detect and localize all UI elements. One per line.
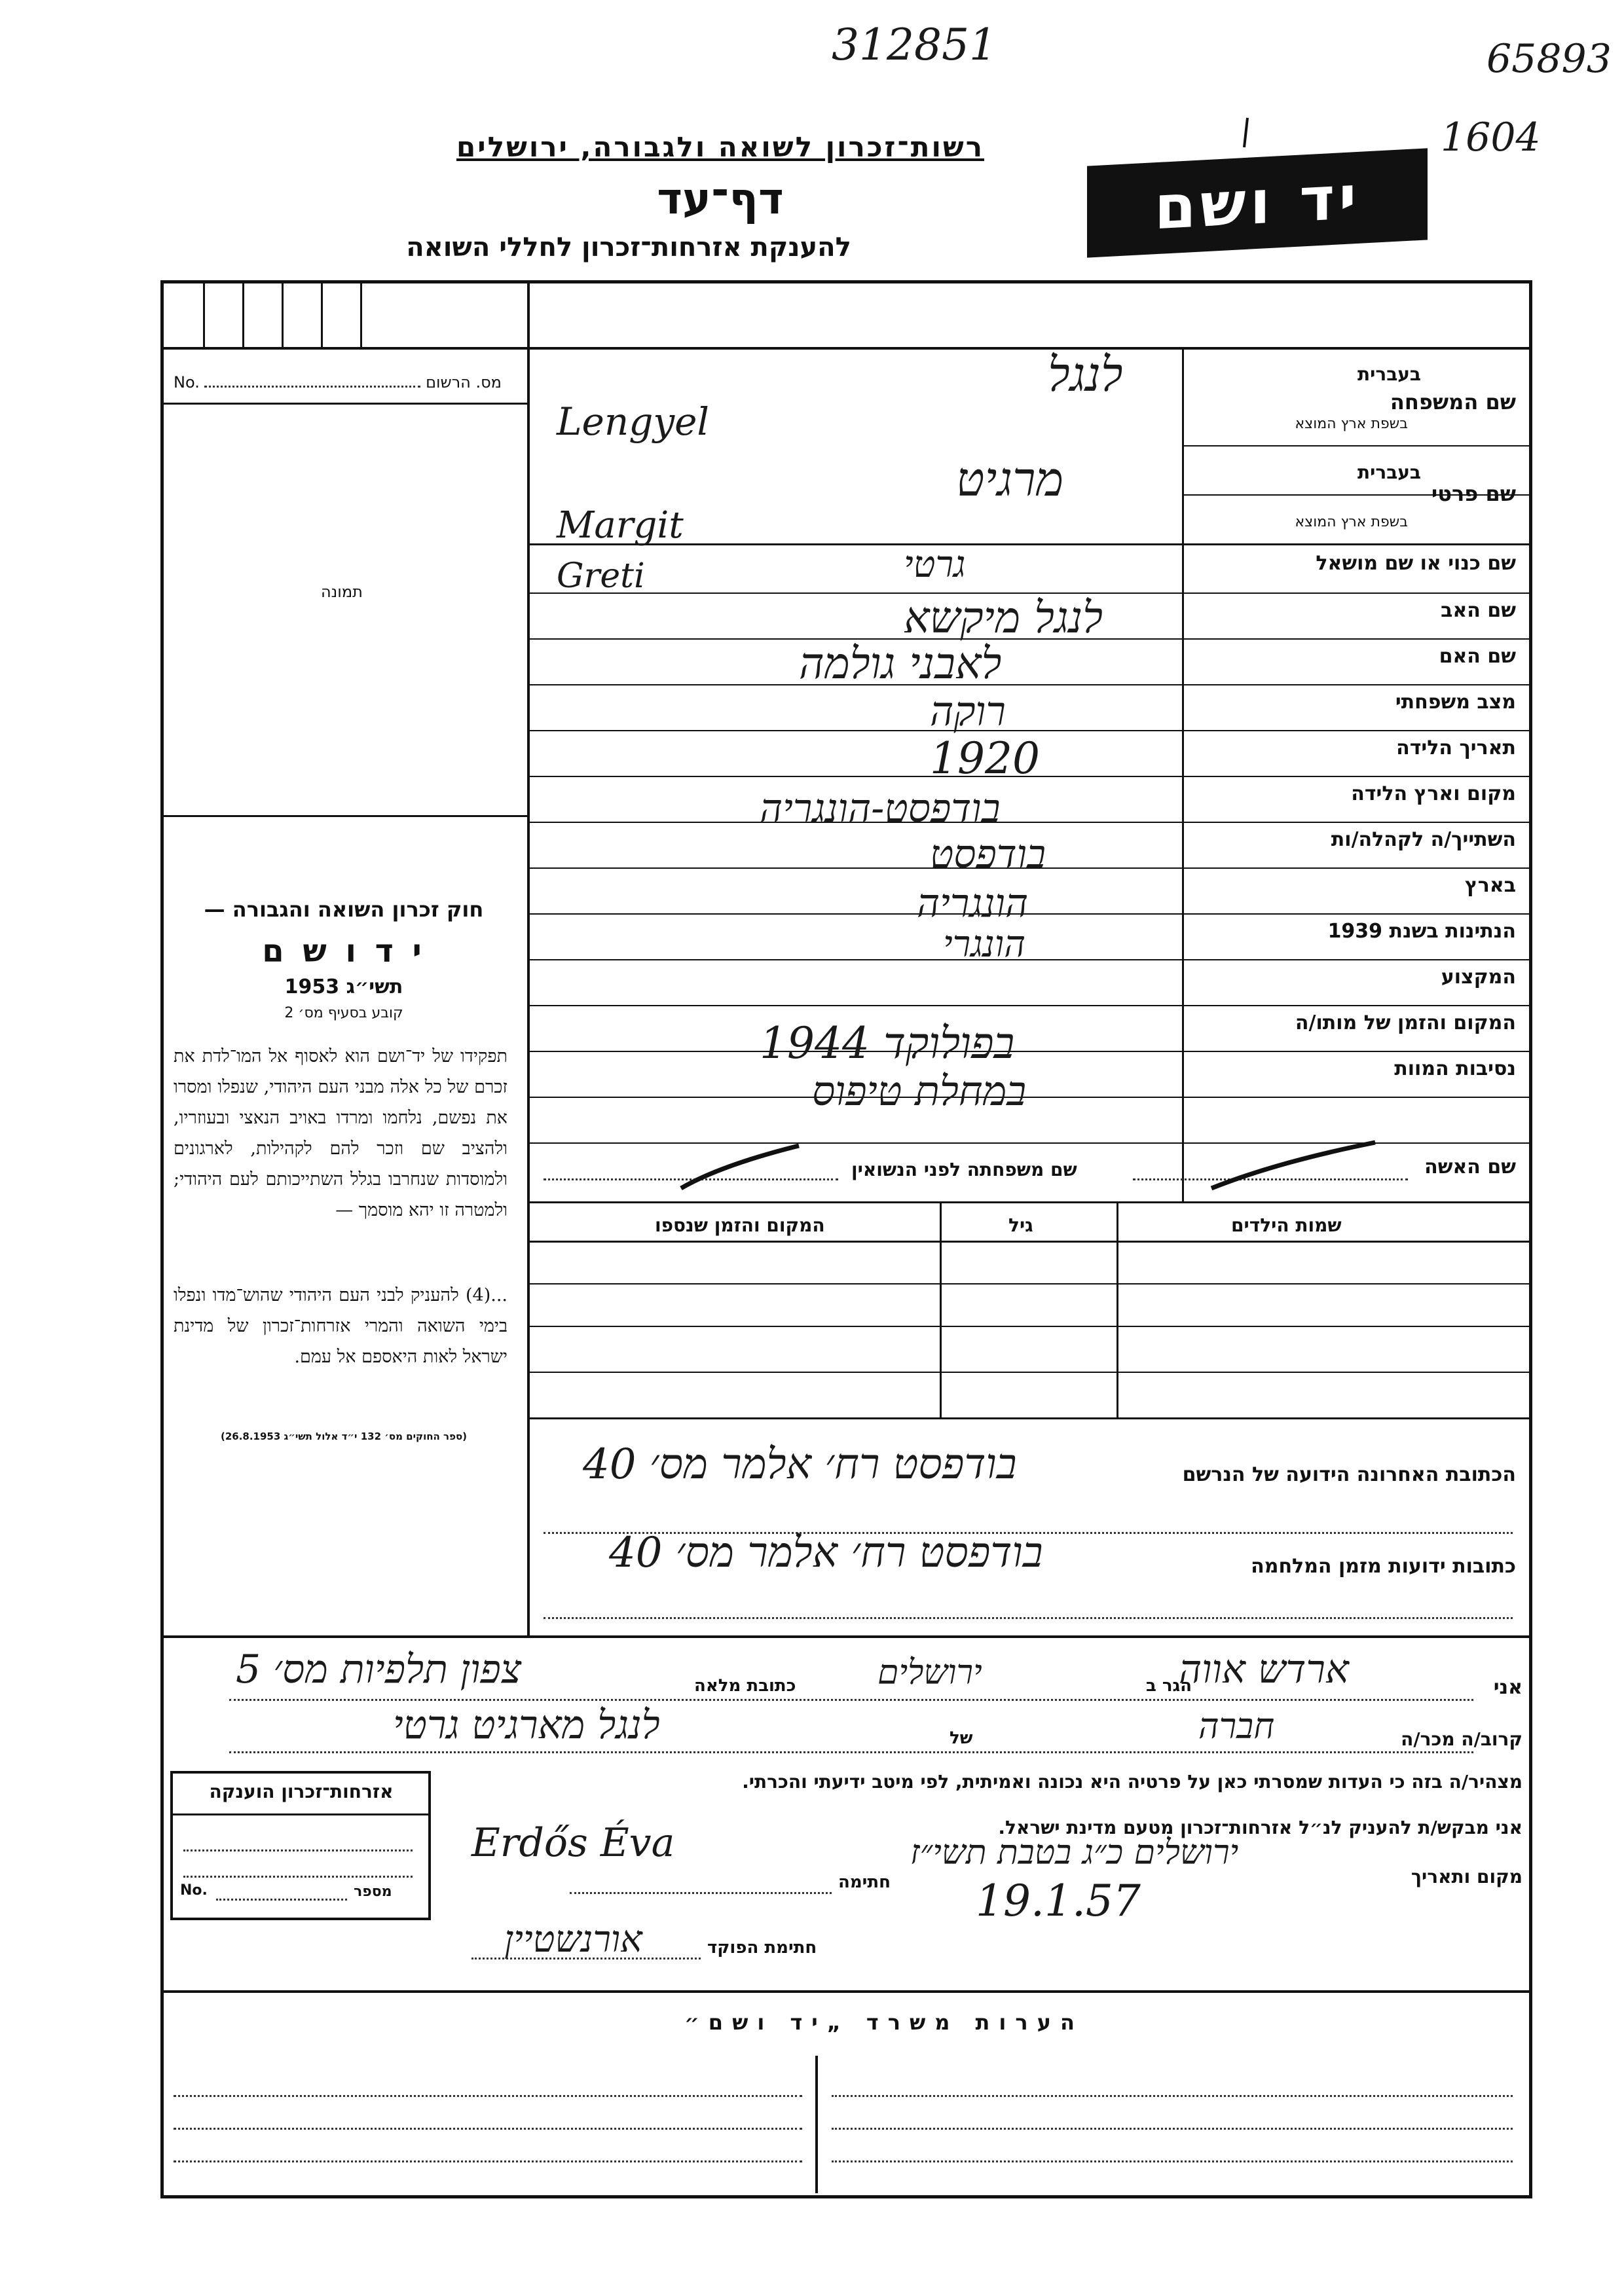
death-value: בפולוקד 1944	[760, 1018, 1015, 1068]
community-value: בודפסט	[930, 831, 1046, 877]
surname-hebrew-value: לנגל	[1048, 347, 1123, 402]
stamp-number: 65893	[1486, 36, 1612, 82]
surname-label: שם המשפחה	[1390, 390, 1516, 414]
nickname-value: גרטי	[904, 543, 966, 586]
last-address-value: בודפסט רח׳ אלמר מס׳ 40	[583, 1440, 1017, 1489]
firstname-hebrew-label: בעברית	[1357, 462, 1421, 483]
full-address-value: צפון תלפיות מס׳ 5	[236, 1647, 522, 1692]
cause-value: במחלת טיפוס	[812, 1067, 1027, 1115]
citizenship-label: הנתינות בשנת 1939	[1327, 920, 1516, 943]
war-address-label: כתובות ידועות מזמן המלחמה	[1251, 1555, 1516, 1578]
surname-origin-label: בשפת ארץ המוצא	[1295, 416, 1408, 432]
certificate-title: אזרחות־זכרון הוענקה	[209, 1781, 394, 1802]
firstname-origin-label: בשפת ארץ המוצא	[1295, 514, 1408, 530]
registration-label-en: No.	[174, 373, 200, 392]
form-title: דף־עד	[657, 173, 784, 224]
officer-signature-label: חתימת הפוקד	[707, 1938, 817, 1958]
declarant-lives-label: הגר ב	[1146, 1676, 1192, 1696]
birthdate-label: תאריך הלידה	[1396, 737, 1516, 759]
nickname-label: שם כנוי או שם מושאל	[1316, 552, 1516, 575]
country-value: הונגריה	[917, 881, 1029, 926]
firstname-hebrew-value: מרגיט	[956, 452, 1064, 507]
declarant-i-label: אני	[1493, 1676, 1522, 1699]
place-date-label: מקום ותאריך	[1411, 1866, 1522, 1887]
law-name: י ד ו ש ם	[262, 933, 426, 970]
children-col-age: גיל	[1008, 1214, 1033, 1236]
birthplace-value: בודפסט-הונגריה	[760, 786, 1001, 831]
firstname-origin-value: Margit	[557, 504, 684, 547]
office-remarks-title: הערות משרד „יד ושם״	[684, 2010, 1084, 2035]
declare-text: מצהיר/ה בזה כי העדות שמסרתי כאן על פרטיה היא נכונה ואמיתית, לפי מיטב ידיעתי והכרתי.	[742, 1771, 1522, 1793]
full-address-label: כתובת מלאה	[694, 1676, 796, 1696]
mother-label: שם האם	[1439, 645, 1516, 668]
request-text: אני מבקש/ת להעניק לנ״ל אזרחות־זכרון מטעם מדינת ישראל.	[998, 1817, 1522, 1838]
form-subtitle: להענקת אזרחות־זכרון לחללי השואה	[406, 232, 851, 263]
spouse-label: שם האשה	[1424, 1156, 1516, 1178]
law-paragraph-1: תפקידו של יד־ושם הוא לאסוף אל המו־לדת את זכרם של כל אלה מבני העם היהודי, שנפלו ומסרו את נפשם, נלחמו ומרדו באויב הנאצי ובעוזריו, ולהציב שם וזכר להם לקהילות, לארגונים ולמוסדות שנחרבו בגלל השתייכותם לעם היהודי; ולמטרה זו יהא מוסמך —	[174, 1046, 507, 1220]
relation-label: קרוב/ה מכר/ה	[1401, 1728, 1522, 1750]
institution-title: רשות־זכרון לשואה ולגבורה, ירושלים	[456, 131, 985, 163]
surname-hebrew-label: בעברית	[1357, 363, 1421, 385]
father-value: לנגל מיקשא	[904, 592, 1103, 643]
marital-value: רוקה	[930, 687, 1006, 735]
law-paragraph-2: ...(4) להעניק לבני העם היהודי שהוש־מדו ונפלו בימי השואה והמרי אזרחות־זכרון של מדינת ישראל לאות היאספם אל עמם.	[174, 1285, 507, 1367]
citizenship-value: הונגרי	[943, 923, 1026, 966]
relation-value: חברה	[1198, 1705, 1275, 1747]
mother-value: לאבני גולמה	[799, 638, 1002, 689]
law-clause: קובע בסעיף מס׳ 2	[284, 1005, 403, 1021]
declarant-name: ארדש אווה	[1179, 1647, 1349, 1692]
date-numeric-value: 19.1.57	[976, 1876, 1141, 1926]
declarant-city: ירושלים	[877, 1653, 982, 1692]
law-citation: (ספר החוקים מס׳ 132 י״ד אלול תשי״ג 26.8.1953)	[220, 1430, 468, 1442]
profession-label: המקצוע	[1441, 966, 1516, 989]
certificate-number-en: No.	[180, 1882, 208, 1899]
birthdate-value: 1920	[930, 733, 1040, 784]
war-address-value: בודפסט רח׳ אלמר מס׳ 40	[609, 1529, 1043, 1577]
registration-label-he: מס. הרשום	[426, 373, 502, 392]
record-number: 312851	[832, 20, 997, 70]
stamp-number-2: 1604	[1441, 115, 1541, 160]
declarant-signature: Erdős Éva	[471, 1820, 675, 1866]
father-label: שם האב	[1441, 599, 1516, 622]
signature-label: חתימה	[838, 1872, 891, 1892]
photo-label: תמונה	[321, 583, 363, 601]
firstname-label: שם פרטי	[1431, 481, 1516, 506]
officer-signature: אורנשטיין	[504, 1918, 642, 1961]
birthplace-label: מקום וארץ הלידה	[1351, 782, 1516, 805]
country-label: בארץ	[1464, 874, 1516, 897]
last-address-label: הכתובת האחרונה הידועה של הנרשם	[1182, 1463, 1516, 1486]
community-label: השתייך/ה לקהלה/ות	[1331, 828, 1516, 851]
nickname-latin-value: Greti	[557, 556, 645, 596]
children-col-names: שמות הילדים	[1231, 1214, 1342, 1236]
death-label: המקום והזמן של מותו/ה	[1295, 1011, 1516, 1034]
of-name-value: לנגל מארגיט גרטי	[393, 1702, 660, 1748]
surname-origin-value: Lengyel	[557, 399, 709, 444]
cause-label: נסיבות המוות	[1394, 1057, 1516, 1080]
law-title: חוק זכרון השואה והגבורה —	[204, 897, 484, 922]
logo-text: יד ושם	[1154, 162, 1361, 244]
of-label: של	[950, 1728, 973, 1748]
children-col-place: המקום והזמן שנספו	[655, 1214, 825, 1236]
spouse-maiden-label: שם משפחתה לפני הנשואין	[851, 1159, 1077, 1180]
place-date-value: ירושלים כ״ג בטבת תשי״ז	[910, 1833, 1239, 1872]
law-year: תשי״ג 1953	[284, 975, 403, 998]
certificate-number-he: מספר	[354, 1884, 392, 1900]
marital-label: מצב משפחתי	[1395, 691, 1516, 714]
